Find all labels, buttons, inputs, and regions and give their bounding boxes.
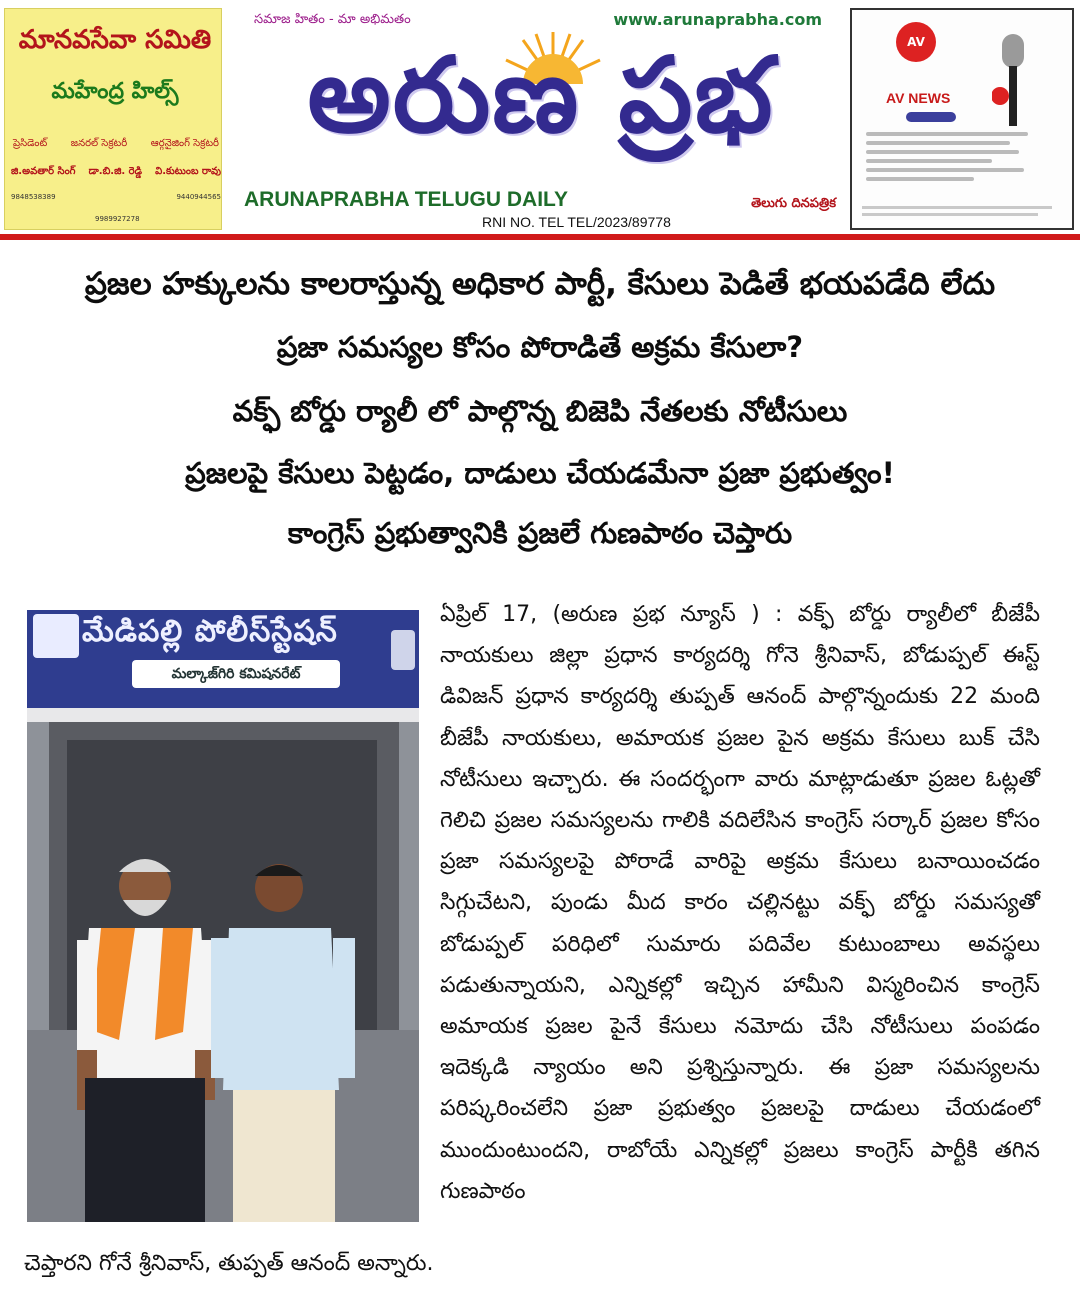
ad-phone: 9989927278 — [95, 215, 140, 223]
ad-org-name: మానవసేవా సమితి — [18, 25, 212, 55]
ad-location: మహేంద్ర హిల్స్ — [51, 79, 179, 104]
newspaper-title: అరుణ ప్రభ — [307, 34, 775, 156]
ad-role: ఆర్గనైజింగ్ సెక్రటరీ — [150, 138, 219, 149]
right-advertisement — [850, 8, 1074, 230]
ad-address — [862, 206, 1062, 220]
website-link[interactable]: www.arunaprabha.com — [613, 10, 822, 29]
av-news-logo: AV — [896, 22, 936, 62]
ad-phone: 9440944565 — [176, 193, 221, 201]
sub-headline: వక్ఫ్ బోర్డు ర్యాలీ లో పాల్గొన్న బిజెపి నేతలకు నోటీసులు — [232, 394, 848, 428]
ad-phones — [11, 193, 221, 201]
ad-role: ప్రెసిడెంట్ — [13, 138, 48, 149]
ad-names — [11, 165, 221, 179]
police-station-sign: మేడిపల్లి పోలీస్‌స్టేషన్ — [82, 614, 338, 649]
english-name: ARUNAPRABHA TELUGU DAILY — [244, 188, 568, 211]
sub-headline: ప్రజలపై కేసులు పెట్టడం, దాడులు చేయడమేనా ప్రజా ప్రభుత్వం! — [185, 456, 895, 490]
article-body — [440, 594, 1040, 1212]
ad-person-name: డా.బి.జి. రెడ్డి — [88, 166, 143, 177]
article-paragraph: ఏప్రిల్ 17, (అరుణ ప్రభ న్యూస్ ) : వక్ఫ్ బోర్డు ర్యాలీలో బీజేపీ నాయకులు జిల్లా ప్రధాన కార్యదర్శి గోనె శ్రీనివాస్, బోడుప్పల్ ఈస్ట్ డివిజన్ ప్రధాన కార్యదర్శి తుప్పత్ ఆనంద్ పాల్గొన్నందుకు 22 మంది బీజేపీ నాయకులు, అమాయక ప్రజల పైన అక్రమ కేసులు బుక్ చేసి నోటీసులు ఇచ్చారు. ఈ సందర్భంగా వారు మాట్లాడుతూ ప్రజల ఓట్లతో గెలిచి ప్రజల సమస్యలను గాలికి వదిలేసిన కాంగ్రెస్ సర్కార్ ప్రజల కోసం ప్రజా సమస్యలపై పోరాడే వారిపై అక్రమ కేసులు బనాయించడం సిగ్గుచేటని, పుండు మీద కారం చల్లినట్టు వక్ఫ్ బోర్డు సమస్యతో బోడుప్పల్ పరిధిలో సుమారు పదివేల కుటుంబాలు అవస్థలు పడుతున్నాయని, ఎన్నికల్లో ఇచ్చిన హామీని విస్మరించిన కాంగ్రెస్ అమాయక ప్రజల పైనే కేసులు నమోదు చేసి నోటీసులు పంపడం ఇదెక్కడి న్యాయం అని ప్రశ్నిస్తున్నారు. ఈ ప్రజా సమస్యలను పరిష్కరించలేని ప్రజా ప్రభుత్వం ప్రజలపై దాడులు చేయడంలో ముందుంటుందని, రాబోయే ఎన్నికల్లో ప్రజలు కాంగ్రెస్ పార్టీకి తగిన గుణపాఠం — [440, 602, 1040, 1204]
news-photo — [27, 610, 419, 1222]
masthead-divider — [0, 234, 1080, 240]
ad-roles — [13, 137, 219, 151]
commissionerate-sign: మల్కాజ్‌గిరి కమిషనరేట్ — [132, 660, 340, 688]
tagline: సమాజ హితం - మా అభిమతం — [254, 12, 411, 27]
sub-headline: కాంగ్రెస్ ప్రభుత్వానికి ప్రజలే గుణపాఠం చెప్తారు — [287, 516, 793, 550]
ad-badge — [906, 112, 956, 122]
left-advertisement — [4, 8, 222, 230]
rni-number: RNI NO. TEL TEL/2023/89778 — [482, 214, 671, 230]
ad-person-name: వి.కుటుంబ రావు — [155, 166, 221, 177]
ad-phone: 9848538389 — [11, 193, 56, 201]
ad-role: జనరల్ సెక్రటరీ — [70, 138, 128, 149]
sub-headline: ప్రజా సమస్యల కోసం పోరాడితే అక్రమ కేసులా? — [276, 330, 804, 364]
main-headline: ప్రజల హక్కులను కాలరాస్తున్న అధికార పార్టీ, కేసులు పెడితే భయపడేది లేదు — [84, 266, 996, 302]
article-conclusion: చెప్తారని గోనే శ్రీనివాస్, తుప్పత్ ఆనంద్ అన్నారు. — [24, 1251, 434, 1276]
masthead — [0, 0, 1080, 240]
newspaper-brand — [236, 0, 842, 236]
microphone-icon — [992, 34, 1032, 130]
ad-brand: AV NEWS — [886, 90, 951, 106]
telugu-subtitle: తెలుగు దినపత్రిక — [751, 196, 836, 211]
ad-fine-print — [866, 132, 1046, 186]
ad-person-name: జి.అవతార్ సింగ్ — [11, 166, 76, 177]
